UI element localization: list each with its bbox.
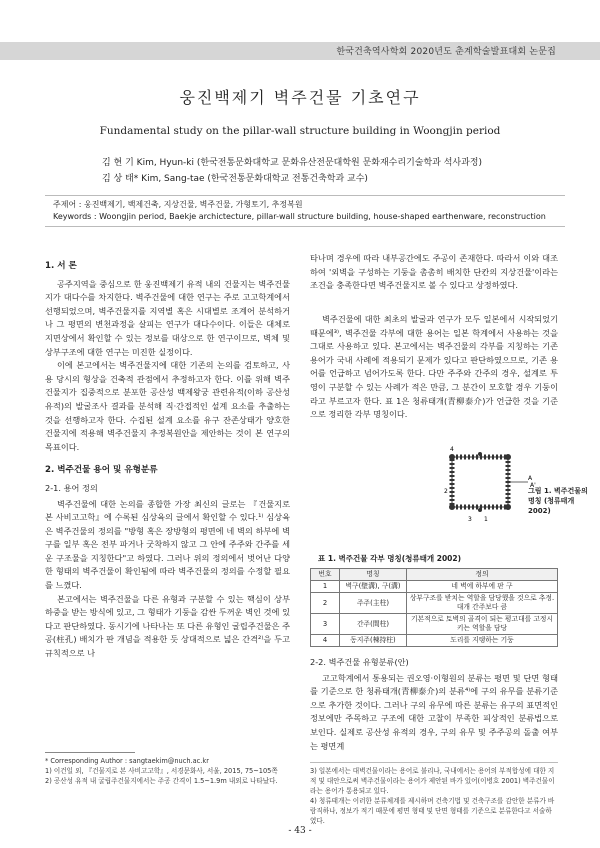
table-row — [311, 614, 558, 635]
keywords-ko: 주제어 : 웅진백제기, 백제건축, 지상건물, 벽주건물, 가형토기, 추정복원 — [53, 200, 303, 209]
right-footnotes — [310, 766, 558, 826]
footnote-2: 2) 공산성 유적 내 굴립주건물지에서는 주공 간격이 1.5~1.9m 내외로 나타났다. — [45, 777, 278, 785]
footnote-3: 3) 일본에서는 대벽건물이라는 용어로 불리나, 국내에서는 용어의 부적합성에 대한 지적 및 대안으로써 벽주건물이라는 용어가 제안된 바가 있어(이병호 2001) 벽주건물이라는 용어가 통용되고 있다. — [310, 767, 555, 795]
table-cell: 3 — [311, 614, 340, 635]
table-row — [311, 635, 558, 647]
table-cell: 4 — [311, 635, 340, 647]
subsection-2-1-heading: 2-1. 용어 정의 — [45, 482, 98, 493]
fig-label-a: A — [528, 475, 533, 482]
table-1-title: 표 1. 벽주건물 각부 명칭(청류태개 2002) — [318, 554, 462, 563]
header-bar — [0, 42, 600, 60]
right-column-bottom — [310, 654, 558, 753]
author-1: 김 현 기 Kim, Hyun-ki (한국전통문화대학교 문화유산전문대학원 문화재수리기술학과 석사과정) — [102, 158, 482, 168]
figure-1-caption: 그림 1. 벽주건물의 명칭 (청류태개 2002) — [528, 487, 588, 515]
footnote-1: 1) 이건일 외, 『건물지로 본 사비고고학』, 서경문화사, 서울, 2015, 75~105쪽 — [45, 767, 278, 775]
journal-header: 한국건축역사학회 2020년도 춘계학술발표대회 논문집 — [336, 47, 556, 57]
table-cell: 상부구조를 받치는 역할을 담당했을 것으로 추정. 대개 간주보다 큼 — [407, 593, 558, 614]
paragraph: 벽주건물에 대한 최초의 발굴과 연구가 모두 일본에서 시작되었기 때문에³⁾, 벽주건물 각부에 대한 용어는 일본 학계에서 사용하는 것을 그대로 사용하고 있다. 본고에서는 벽주건물의 각부를 지칭하는 기존 용어가 국내 사례에 적용되기 문제가 있다고 판단하였으므로, 기존 용어를 언급하고 넘어가도록 한다. 다만 주주와 간주의 경우, 설계로 투영이 구분할 수 있는 사례가 적은 만큼, 그 분간이 모호할 경우 기둥이라고 부르고자 한다. 표 1은 청류태개(青柳泰介)가 언급한 것을 기준으로 정리한 각부 명칭이다. — [310, 314, 558, 420]
table-cell: 기본적으로 토벽의 골격이 되는 평고대를 고정시키는 역할을 담당 — [407, 614, 558, 635]
fig-label-a-prime: A' — [530, 482, 536, 489]
table-cell: 도리를 지탱하는 기둥 — [407, 635, 558, 647]
table-row — [311, 593, 558, 614]
paper-title-en: Fundamental study on the pillar-wall structure building in Woongjin period — [99, 125, 501, 137]
table-header: 정의 — [407, 569, 558, 581]
paragraph: 공주지역을 중심으로 한 웅진백제기 유적 내의 건물지는 벽주건물지가 대다수를 차지한다. 벽주건물에 대한 연구는 주로 고고학계에서 선행되었으며, 벽주건물지를 지역별 혹은 시대별로 조계어 분석하거나 그 평면의 변천과정을 살피는 연구가 대다수이다. 이들은 대체로 지면상에서 확인할 수 있는 정보를 대상으로 한 연구이므로, 벽체 및 상부구조에 대한 연구는 미진한 실정이다. — [45, 278, 290, 357]
left-footnotes — [45, 756, 290, 786]
paragraph: 본고에서는 벽주건물을 다른 유형과 구분할 수 있는 핵심이 상부 하중을 받는 방식에 있고, 그 형태가 기둥을 감싼 두꺼운 벽인 것에 있다고 판단하였다. 동시기에 나타나는 또 다른 유형인 굴립주건물은 주공(柱孔) 배치가 판 개념을 적용한 듯 상대적으로 넓은 간격²⁾을 두고 규칙적으로 나 — [45, 593, 290, 659]
paragraph: 벽주건물에 대한 논의를 종합한 가장 최신의 글로는 『건물지로 본 사비고고학』에 수록된 심상육의 글에서 확인할 수 있다.¹⁾ 심상육은 벽주건물의 정의를 "방형 혹은 장방형의 평면에 네 벽의 하부에 벽구를 일부 혹은 전부 파거나 굿착하지 않고 그 안에 주주와 간주를 세운 구조물을 지칭한다"고 하였다. 그러나 위의 정의에서 벗어난 다양한 형태의 벽주건물이 확인됨에 따라 벽주건물의 정의를 수정할 필요를 느꼈다. — [45, 498, 290, 591]
subsection-2-2-heading: 2-2. 벽주건물 유형분류(안) — [310, 657, 409, 667]
table-cell: 동지주(棟持柱) — [340, 635, 407, 647]
table-cell: 2 — [311, 593, 340, 614]
table-cell: 주주(主柱) — [340, 593, 407, 614]
table-cell: 1 — [311, 581, 340, 593]
paragraph: 고고학계에서 통용되는 권오영·이형원의 분류는 평면 및 단면 형태를 기준으로 한 청류태개(青柳泰介)의 분류⁴⁾에 구의 유무를 분류기준으로 추가한 것이다. 그러나 구의 유무에 따른 분류는 유구의 표면적인 정보에만 주목하고 구조에 대한 고찰이 부족한 피상적인 분류법으로 보인다. 실제로 공산성 유적의 경우, 구의 유무 및 주주공의 돌출 여부는 평면계 — [310, 672, 558, 751]
fig-label-4: 4 — [450, 446, 454, 453]
footnote-4: 4) 청류태개는 이러한 분류체계를 제시하며 건축기법 및 건축구조를 감안한 분류가 바람직하나, 정보가 적기 때문에 평면 형태 및 단면 형태를 기준으로 분류한다고 서술하였다. — [310, 797, 555, 825]
paper-title-ko: 웅진백제기 벽주건물 기초연구 — [179, 88, 421, 107]
left-column — [45, 254, 290, 661]
table-cell: 벽구(壁溝), 구(溝) — [340, 581, 407, 593]
table-header-row — [311, 569, 558, 581]
fig-label-2: 2 — [444, 488, 448, 495]
table-cell: 네 벽에 하부에 판 구 — [407, 581, 558, 593]
table-row — [311, 581, 558, 593]
fig-label-1: 1 — [484, 516, 488, 523]
right-column-p2a — [310, 313, 558, 422]
keywords-en: Keywords : Woongjin period, Baekje archictecture, pillar-wall structure building, house-shaped earthenware, reconstruction — [53, 212, 546, 221]
footnote-rule — [45, 752, 135, 753]
right-column-top — [310, 252, 558, 293]
fig-label-3: 3 — [468, 516, 472, 523]
table-header: 명칭 — [340, 569, 407, 581]
footnote-corresponding: * Corresponding Author : sangtaekim@nuch.ac.kr — [45, 757, 209, 765]
table-header: 번호 — [311, 569, 340, 581]
table-cell: 간주(間柱) — [340, 614, 407, 635]
section-1-heading: 1. 서 론 — [45, 261, 77, 271]
page-number: - 43 - — [288, 826, 312, 836]
paragraph: 타나며 경우에 따라 내부공간에도 주공이 존재한다. 따라서 이와 대조하여 '외벽을 구성하는 기둥을 촘촘히 배치한 단칸의 지상건물'이라는 조건을 충족한다면 벽주건물지로 볼 수 있다고 상정하였다. — [310, 253, 558, 291]
table-1 — [310, 568, 558, 647]
keywords-box — [45, 195, 565, 227]
pillar-wall-diagram — [440, 443, 540, 525]
author-2: 김 상 태* Kim, Sang-tae (한국전통문화대학교 전통건축학과 교수) — [102, 174, 368, 184]
section-2-heading: 2. 벽주건물 용어 및 유형분류 — [45, 465, 158, 476]
paragraph: 이에 본고에서는 벽주건물지에 대한 기존의 논의를 검토하고, 사용 당시의 형상을 건축적 관점에서 추정하고자 한다. 이를 위해 벽주건물지가 집중적으로 분포한 공산성 백제왕궁 관련유적(이하 공산성 유적)의 발굴조사 결과를 분석해 직·간접적인 설계 요소를 추출하는 것을 선행하고자 한다. 수집된 설계 요소를 유구 잔존상태가 양호한 건물지에 적용해 벽주건물지 추정복원안을 제안하는 것이 본 연구의 목표이다. — [45, 360, 290, 452]
footnote-rule-right — [310, 762, 558, 763]
